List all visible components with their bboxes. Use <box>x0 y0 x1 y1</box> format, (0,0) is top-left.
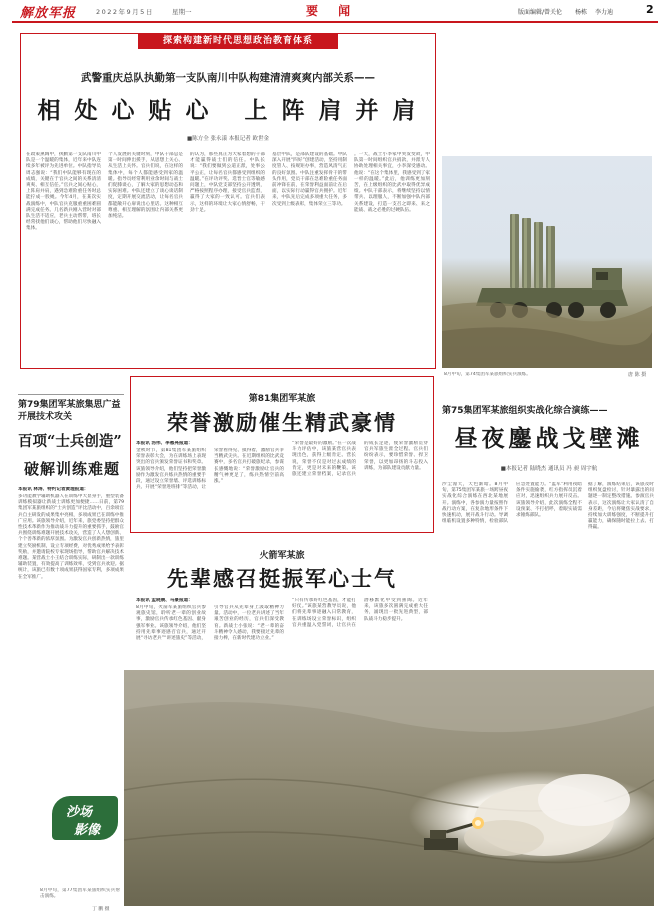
proofreader-line <box>575 7 613 16</box>
lead-col-2: 个人发展的关键时刻，中队干部总是第一时间伸出援手，从思想上关心、从生活上关怀。官兵们说，在这样的集体中，每个人都能感受到家的温暖。指导员经常利用业余时间与战士们促膝谈心，了解大家的思想动态和实际困难。中队还建立了谈心谈话制度，定期开展交流活动，让每名官兵都能敞开心扉说出心里话。这种相互尊重、相互理解的氛围让内部关系更加纯洁。 <box>108 152 183 220</box>
proof-label: 杨栋 <box>575 9 588 16</box>
article-75-body-b: 据了解，演练结束后，该旅及时组织复盘检讨，针对暴露出的问题逐一制定整改措施。参演官兵表示，这次演练让大家认清了自身差距，今后将聚焦实战要求，持续加大训练强度，不断提升打赢能力，确保随时能拉上去、打得赢。 <box>588 482 654 531</box>
article-81-byline: 本报讯 汤伟、李惠亮报道： <box>136 441 193 446</box>
missile-photo-credit <box>628 371 646 378</box>
lead-byline: ■陈方全 张永漾 本报记者 欧世金 <box>187 136 269 142</box>
lead-col-1: 在政策熏陶中，执勤第一支队南川中队是一个温暖的集体，近年来中队连续多年被评为先进单位。中队指导员周志强说：“我们中队能够有现在的成绩，关键在于官兵之间的关系清清爽爽、相互信任。”官兵之间心贴心，上阵肩并肩，遇到急难险重任务时总能拧成一股绳。今年4月，在某次实战演练中，中队官兵克服重重困难圆满完成任务。几名新兵刚入营时对部队生活不适应，老兵主动帮带，班长经常找他们谈心，帮助他们尽快融入集体。 <box>26 152 101 232</box>
article-rocket-byline: 本报讯 孟晓晨、马豪报道： <box>136 598 193 603</box>
desert-firing-graphic <box>124 670 654 906</box>
article-75-kicker: 第75集团军某旅组织实战化综合演练—— <box>442 406 608 416</box>
article-rocket-headline: 先辈感召挺振军心士气 <box>167 566 397 591</box>
missile-photo-credit-tail: 陈 摄 <box>634 372 647 378</box>
lead-kicker: 武警重庆总队执勤第一支队南川中队构建清清爽爽内部关系—— <box>81 72 375 84</box>
theme-banner <box>138 33 338 49</box>
sand-column-title-2: 影像 <box>74 823 101 838</box>
lead-headline: 相 处 心 贴 心 上 阵 肩 并 肩 <box>37 97 419 124</box>
article-rocket-kicker: 火箭军某旅 <box>259 551 305 561</box>
article-81-body-a: 金秋时节，第81集团军某旅组织荣誉表彰大会，为在训练场上表现突出的官兵颁发荣誉证书和奖章。该旅领导介绍，他们坚持把荣誉激励作为激发官兵练兵热情的重要手段，通过设立荣誉墙、评选训练标兵、开展“荣誉进班排”等活动，让荣誉看得见、摸得着，激励官兵争当精武尖兵。在近期组织的比武竞赛中，多名官兵打破旅纪录，参谋长感慨地说：“荣誉激励让官兵的精气神更足了，练兵热情空前高涨。” <box>136 448 284 491</box>
page-number: 2 <box>646 3 654 16</box>
sand-column-caption: 8月中旬，第77集团军某旅组织实兵射击演练。 <box>40 888 120 900</box>
missile-photo-caption: 8月中旬，第74集团军某旅组织实兵演练。 <box>444 372 531 377</box>
desert-firing-photo <box>124 670 654 906</box>
article-rocket-body-b: “只有传承好红色基因，才能打好仗。”该旅某营教导员说，他们将先辈事迹融入日常教育，在训练场设立荣誉标识，组织官兵重温入党誓词，让官兵在潜移默化中受到熏陶。近年来，该旅多次圆满完成重大任务，涌现出一批先进典型，部队战斗力稳步提升。 <box>292 598 428 628</box>
article-81-kicker: 第81集团军某旅 <box>248 394 316 404</box>
sand-column-credit: 丁 鹏 摄 <box>92 907 110 912</box>
article-75-body-a: 沙尘漫天，天色渐暗。8月中旬，第75集团军某旅一场跨昼夜实战化综合演练在西北某地展开。演练中，各参演力量按照作战行动方案，在复杂地形条件下快速机动，展开战斗行动。导调组临机设置多种特情，检验部队应急处置能力。“蓝军”利用夜暗条件实施偷袭，红方指挥员沉着应对，迅速组织兵力展开反击。该旅领导介绍，此次演练全程不设预案、不打招呼，着眼实战需求锤炼部队。 <box>442 482 582 525</box>
sand-column-emblem <box>52 796 118 840</box>
article-75-byline: ■本报记者 陆晓杰 通讯员 冯 昶 周宇航 <box>500 466 598 472</box>
theme-banner-label: 探索构建新时代思想政治教育体系 <box>162 36 313 46</box>
lead-col-4: 基层中队，是部队建设的基础。中队深入开展“四好”创建活动，坚持用制度管人、按规矩办事，营造风清气正的良好氛围。中队注重发挥骨干的带头作用，党员干部在急难险重任务面前冲锋在前，在荣誉利益面前让在后面，以实际行动赢得官兵拥护。近年来，中队先后完成多项重大任务，多次受到上级表彰，集体荣立三等功。 <box>272 152 347 207</box>
left-column-top-rule <box>18 394 124 395</box>
masthead-logo: 解放军报 <box>20 6 77 21</box>
missile-launcher-graphic <box>442 156 652 368</box>
proof-name: 李力迪 <box>594 9 613 16</box>
article-79-byline: 本报讯 林涛、特约记者黄理报道： <box>18 487 89 492</box>
section-title: 要 闻 <box>306 4 359 18</box>
missile-launcher-photo <box>442 156 652 368</box>
issue-date: 2022年9月5日 <box>96 8 154 16</box>
issue-weekday: 星期一 <box>172 8 192 16</box>
article-81-headline: 荣誉激励催生精武豪情 <box>167 410 397 435</box>
article-81-body-b: “荣誉是最好的激励。”在一次战斗力评估中，该旅某营官兵表现出色，获得上级肯定。营长说，荣誉不仅是对过去成绩的肯定，更是对未来的鞭策。该旅还建立荣誉档案，记录官兵的成长足迹，使荣誉激励贯穿官兵军旅生涯全过程。官兵们纷纷表示，要珍惜荣誉、捍卫荣誉，以更加昂扬的斗志投入训练，为部队建设贡献力量。 <box>292 441 428 478</box>
missile-photo-credit-name: 唐 <box>628 372 634 378</box>
article-79-body: 多功能教学辅助机器人在训练中大显身手，重型装备训练模拟器让新战士训练更加便捷……日前，第79集团军某旅组织的“士兵创造”评比活动中，百余项官兵自主研发的成果集中亮相，多项成果已在训练中推广应用。该旅领导介绍，近年来，旅党委坚持把群众性技术革新作为推动战斗力提升的重要抓手，鼓励官兵围绕训练难题开展技术攻关，营造了人人想创新、个个善革新的浓厚氛围。为激发官兵创新热情，旅里建立奖励机制，设立专项经费，对优秀成果给予表彰奖励，并邀请院校专家现场指导，帮助官兵解决技术难题。某营战士小王结合训练实际，研制出一款训练辅助装置，有效提高了训练效率，受到官兵欢迎。据统计，该旅已有数十项成果获得国家专利，多项成果在全军推广。 <box>18 494 124 580</box>
article-75-headline: 昼夜鏖战戈壁滩 <box>454 425 644 452</box>
article-79-kicker: 第79集团军某旅集思广益开展技术攻关 <box>18 400 121 422</box>
article-79-headline-line1: 百项“士兵创造” <box>18 433 122 450</box>
sand-column-title-1: 沙场 <box>66 805 93 820</box>
editor-line: 版面编辑/曾关伦 <box>518 9 563 16</box>
article-rocket-body-a: 8月中旬，火箭军某旅组织官兵参观旅史馆，聆听老一辈的创业故事，激励官兵传承红色基因、献身强军事业。该旅领导介绍，他们坚持用先辈事迹感召官兵，通过开展“寻访老兵”“讲述旅史”等活动，引导官兵从先辈身上汲取精神力量。活动中，一位老兵讲述了当年艰苦创业的经历，官兵们深受教育。新战士小张说：“老一辈的奋斗精神令人感动，我要接过先辈的接力棒，在新时代建功立业。” <box>136 605 284 642</box>
lead-col-3: 的认为，那些真正为大家着想的干部才能赢得战士们的信任。中队长说：“我们要做到公道正派，处事公平公正，让每名官兵都感受到组织的温暖。”在评功评奖、选晋士官等敏感问题上，中队党支部坚持公开透明，严格按照程序办理，接受官兵监督，赢得了大家的一致认可。官兵们表示，这样的环境让大家心情舒畅，干劲十足。 <box>190 152 265 213</box>
article-79-headline-line2: 破解训练难题 <box>24 460 121 478</box>
header-rule <box>12 21 658 23</box>
page-header <box>0 0 667 22</box>
lead-col-5: 。一天，战士小李家中突发变故，中队第一时间组织官兵捐款，并派专人协助处理相关事宜，小李深受感动。他说：“在这个集体里，我感受到了家一样的温暖。”此后，他训练更加刻苦，在上级组织的比武中取得优异成绩。中队干部表示，将继续坚持以情带兵、以理服人，不断加强中队内部关系建设，打造一支召之即来、来之能战、战之必胜的过硬队伍。 <box>354 152 430 213</box>
